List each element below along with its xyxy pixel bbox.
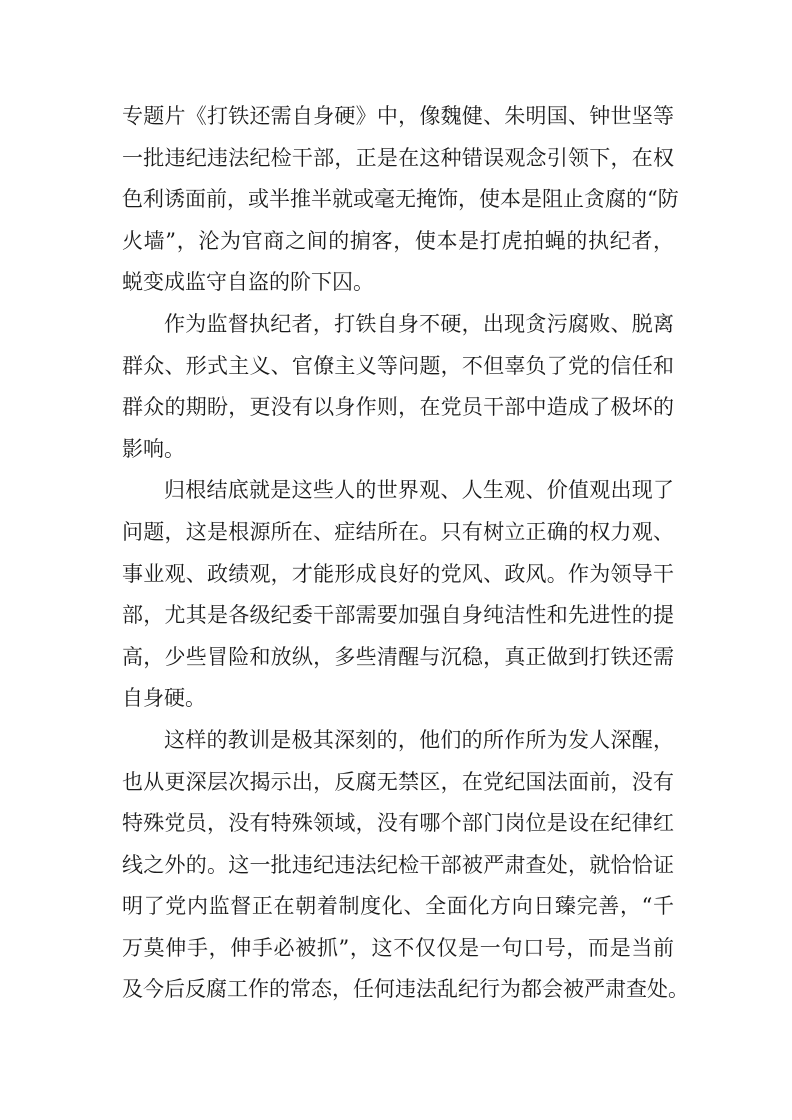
text-line: 线之外的。这一批违纪违法纪检干部被严肃查处，就恰恰证 xyxy=(122,852,674,877)
text-line: 这样的教训是极其深刻的，他们的所作所为发人深醒， xyxy=(164,727,674,752)
text-line: 影响。 xyxy=(122,436,185,461)
text-line: 专题片《打铁还需自身硬》中，像魏健、朱明国、钟世坚等 xyxy=(122,104,674,128)
text-line: 万莫伸手，伸手必被抓”，这不仅仅是一句口号，而是当前 xyxy=(122,935,674,960)
text-line: 一批违纪违法纪检干部，正是在这种错误观念引领下，在权 xyxy=(122,145,674,170)
text-line: 群众的期盼，更没有以身作则，在党员干部中造成了极坏的 xyxy=(122,395,674,420)
paragraph xyxy=(122,720,689,1011)
text-line: 群众、形式主义、官僚主义等问题，不但辜负了党的信任和 xyxy=(122,353,674,378)
text-line: 特殊党员，没有特殊领域，没有哪个部门岗位是设在纪律红 xyxy=(122,811,674,836)
text-line: 及今后反腐工作的常态，任何违法乱纪行为都会被严肃查处。 xyxy=(122,977,689,1002)
text-line: 蜕变成监守自盗的阶下囚。 xyxy=(122,270,374,295)
document-body xyxy=(122,96,689,1011)
text-line: 作为监督执纪者，打铁自身不硬，出现贪污腐败、脱离 xyxy=(164,311,674,336)
text-line: 事业观、政绩观，才能形成良好的党风、政风。作为领导干 xyxy=(122,561,674,586)
text-line: 火墙”，沦为官商之间的掮客，使本是打虎拍蝇的执纪者， xyxy=(122,228,674,253)
text-line: 色利诱面前，或半推半就或毫无掩饰，使本是阻止贪腐的“防 xyxy=(122,187,679,212)
text-line: 问题，这是根源所在、症结所在。只有树立正确的权力观、 xyxy=(122,519,674,544)
paragraph xyxy=(122,470,674,720)
text-line: 自身硬。 xyxy=(122,686,206,711)
text-line: 明了党内监督正在朝着制度化、全面化方向日臻完善，“千 xyxy=(122,894,674,919)
paragraph xyxy=(122,304,674,470)
text-line: 部，尤其是各级纪委干部需要加强自身纯洁性和先进性的提 xyxy=(122,603,674,628)
text-line: 归根结底就是这些人的世界观、人生观、价值观出现了 xyxy=(164,478,674,503)
text-line: 也从更深层次揭示出，反腐无禁区，在党纪国法面前，没有 xyxy=(122,769,674,794)
text-line: 高，少些冒险和放纵，多些清醒与沉稳，真正做到打铁还需 xyxy=(122,644,674,669)
paragraph xyxy=(122,96,679,304)
